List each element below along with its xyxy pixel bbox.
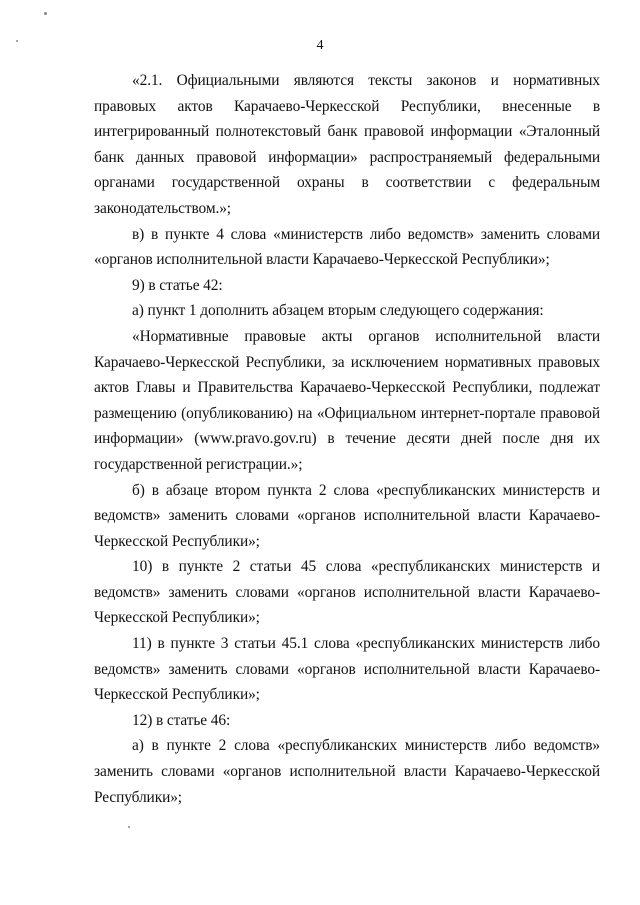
paragraph-item-12: 12) в статье 46: — [132, 711, 231, 729]
page-number: 4 — [316, 38, 324, 53]
paragraph-item-12a: а) в пункте 2 слова «республиканских министерств либо ведомств» заменить словами «органов исполнительной власти Карачаево-Черкесской Республики»; — [94, 737, 600, 806]
paragraph-item-v: в) в пункте 4 слова «министерств либо ведомств» заменить словами «органов исполнительной власти Карачаево-Черкесской Республики»; — [94, 225, 600, 269]
paragraph-item-9a: а) пункт 1 дополнить абзацем вторым следующего содержания: — [132, 302, 544, 320]
paragraph-quoted-normative-acts: «Нормативные правовые акты органов исполнительной власти Карачаево-Черкесской Республики, за исключением нормативных правовых актов Главы и Правительства Карачаево-Черкесской Республики, подлежат размещению (опубликованию) на «Официальном интернет-портале правовой информации» (www.pravo.gov.ru) в течение десяти дней после дня их государственной регистрации.»; — [94, 327, 600, 473]
document-body — [94, 68, 600, 810]
scan-speck — [128, 826, 130, 828]
paragraph-item-9b: б) в абзаце втором пункта 2 слова «республиканских министерств и ведомств» заменить словами «органов исполнительной власти Карачаево-Черкесской Республики»; — [94, 481, 600, 550]
paragraph-official-texts: «2.1. Официальными являются тексты законов и нормативных правовых актов Карачаево-Черкесской Республики, внесенные в интегрированный полнотекстовый банк правовой информации «Эталонный банк данных правовой информации» распространяемый федеральными органами государственной охраны в соответствии с федеральным законодательством.»; — [94, 72, 600, 217]
paragraph-item-10: 10) в пункте 2 статьи 45 слова «республиканских министерств и ведомств» заменить словами «органов исполнительной власти Карачаево-Черкесской Республики»; — [94, 558, 600, 627]
scan-speck — [44, 12, 47, 15]
paragraph-item-11: 11) в пункте 3 статьи 45.1 слова «республиканских министерств либо ведомств» заменить словами «органов исполнительной власти Карачаево-Черкесской Республики»; — [94, 635, 600, 704]
paragraph-item-9: 9) в статье 42: — [132, 276, 223, 294]
